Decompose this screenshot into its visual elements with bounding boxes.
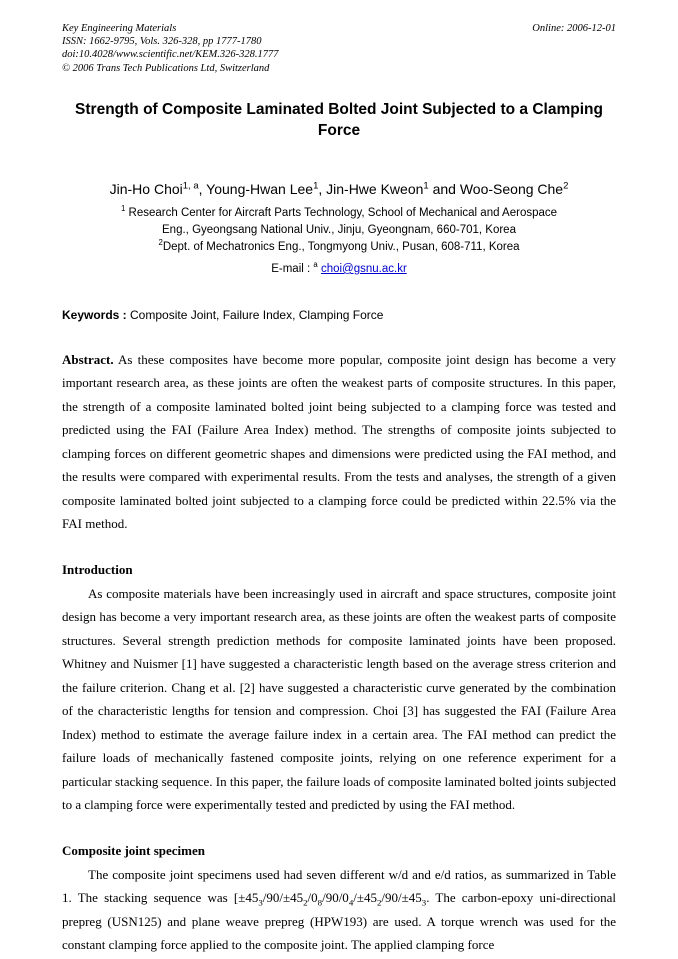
email-link[interactable]: choi@gsnu.ac.kr bbox=[320, 262, 407, 275]
author-sup-4: 2 bbox=[563, 180, 569, 192]
specimen-text-4: /90/0 bbox=[322, 890, 349, 906]
specimen-sub-6: 3 bbox=[421, 897, 427, 908]
page-title: Strength of Composite Laminated Bolted Joint Subjected to a Clamping Force bbox=[75, 100, 603, 139]
affiliation-1-text-a: Research Center for Aircraft Parts Technology, School of Mechanical and Aerospace bbox=[128, 206, 558, 219]
specimen-sub-1: 3 bbox=[258, 897, 263, 908]
affiliation-1 bbox=[70, 205, 608, 222]
section-heading-specimen: Composite joint specimen bbox=[62, 842, 205, 858]
specimen-text-7: . The carbon-epoxy uni-directional prepreg (USN125) and plane weave prepreg (HPW193) are used. A torque wrench was used for the constant clamping force applied to the composite joint. The applied clamping force bbox=[62, 890, 616, 953]
author-sup-1: 1, a bbox=[182, 180, 199, 192]
keywords-value: Composite Joint, Failure Index, Clamping Force bbox=[130, 307, 384, 322]
online-date: Online: 2006-12-01 bbox=[532, 23, 616, 34]
specimen-sub-4: 4 bbox=[348, 897, 354, 908]
affiliation-block bbox=[62, 205, 616, 256]
section-paragraph-introduction: As composite materials have been increasingly used in aircraft and space structures, composite joint design has become a very important research area, as these joints are often the weakest parts of composite structures. Several strength prediction methods for composite laminated joints have been proposed. Whitney and Nuismer [1] have suggested a characteristic length based on the average stress criterion and the failure criterion. Chang et al. [2] have suggested a characteristic curve generated by the combination of the characteristic lengths for tension and compression. Choi [3] has suggested the FAI (Failure Area Index) method to estimate the average failure index in a certain area. The FAI method can predict the failure loads of mechanically fastened composite joints, relying on one reference experiment for a particular stacking sequence. In this paper, the failure loads of composite laminated bolted joints subjected to a clamping force were experimentally tested and predicted by using the FAI method. bbox=[62, 585, 616, 813]
affiliation-1-cont: Eng., Gyeongsang National Univ., Jinju, Gyeongnam, 660-701, Korea bbox=[162, 223, 516, 236]
affiliation-2-sup: 2 bbox=[158, 237, 163, 247]
keywords-line bbox=[62, 308, 616, 322]
section-paragraph-specimen bbox=[62, 863, 616, 957]
section-heading-introduction: Introduction bbox=[62, 561, 133, 577]
keywords-label: Keywords : bbox=[62, 307, 131, 322]
author-name-3: Jin-Hwe Kweon bbox=[326, 180, 424, 197]
email-label: E-mail : bbox=[271, 262, 314, 275]
specimen-sub-2: 2 bbox=[303, 897, 308, 908]
specimen-text-1: The composite joint specimens used had seven different w/d and e/d ratios, as summarized in Table 1. The stacking sequence was [±45 bbox=[62, 866, 616, 906]
doi-line: doi:10.4028/www.scientific.net/KEM.326-328.1777 bbox=[62, 49, 279, 61]
copyright-line: © 2006 Trans Tech Publications Ltd, Switzerland bbox=[62, 62, 270, 74]
abstract-text: As these composites have become more popular, composite joint design has become a very important research area, as these joints are often the weakest parts of composite structures. In this paper, the strength of a composite laminated bolted joint being subjected to a clamping force was tested and predicted using the FAI (Failure Area Index) method. The strengths of composite joints subjected to clamping forces on different geometric shapes and dimensions were predicted using the FAI method, and the results were compared with experimental results. From the tests and analyses, the strength of a given composite laminated bolted joint subjected to a clamping force could be predicted within 22.5% via the FAI method. bbox=[62, 351, 616, 532]
author-name-1: Jin-Ho Choi bbox=[109, 180, 183, 197]
specimen-text-6: /90/±45 bbox=[381, 890, 422, 906]
specimen-sub-3: 8 bbox=[317, 897, 323, 908]
specimen-text-5: /±45 bbox=[353, 890, 377, 906]
specimen-sub-5: 2 bbox=[376, 897, 382, 908]
author-name-4: Woo-Seong Che bbox=[459, 180, 564, 197]
abstract-label: Abstract. bbox=[62, 351, 114, 367]
issn-line: ISSN: 1662-9795, Vols. 326-328, pp 1777-1780 bbox=[62, 36, 262, 48]
author-list: Jin-Ho Choi$^{1, a}$, Young-Hwan Lee$^1$, Jin-Hwe Kweon$^1$ and Woo-Seong Che$^2$ bbox=[109, 180, 569, 197]
page-header bbox=[62, 22, 616, 75]
author-sup-3: 1 bbox=[423, 180, 429, 192]
affiliation-1-sup: 1 bbox=[120, 203, 126, 213]
author-name-2: Young-Hwan Lee bbox=[206, 180, 314, 197]
journal-name: Key Engineering Materials bbox=[62, 23, 177, 34]
affiliation-2 bbox=[70, 239, 608, 256]
header-left-block bbox=[62, 22, 279, 75]
specimen-text-3: /0 bbox=[307, 890, 318, 906]
specimen-text-2: /90/±45 bbox=[262, 890, 304, 906]
author-sup-2: 1 bbox=[313, 180, 319, 192]
email-sup: a bbox=[313, 259, 318, 269]
affiliation-2-text: Dept. of Mechatronics Eng., Tongmyong Univ., Pusan, 608-711, Korea bbox=[162, 240, 520, 253]
abstract-block bbox=[62, 348, 616, 536]
email-line bbox=[62, 259, 616, 275]
